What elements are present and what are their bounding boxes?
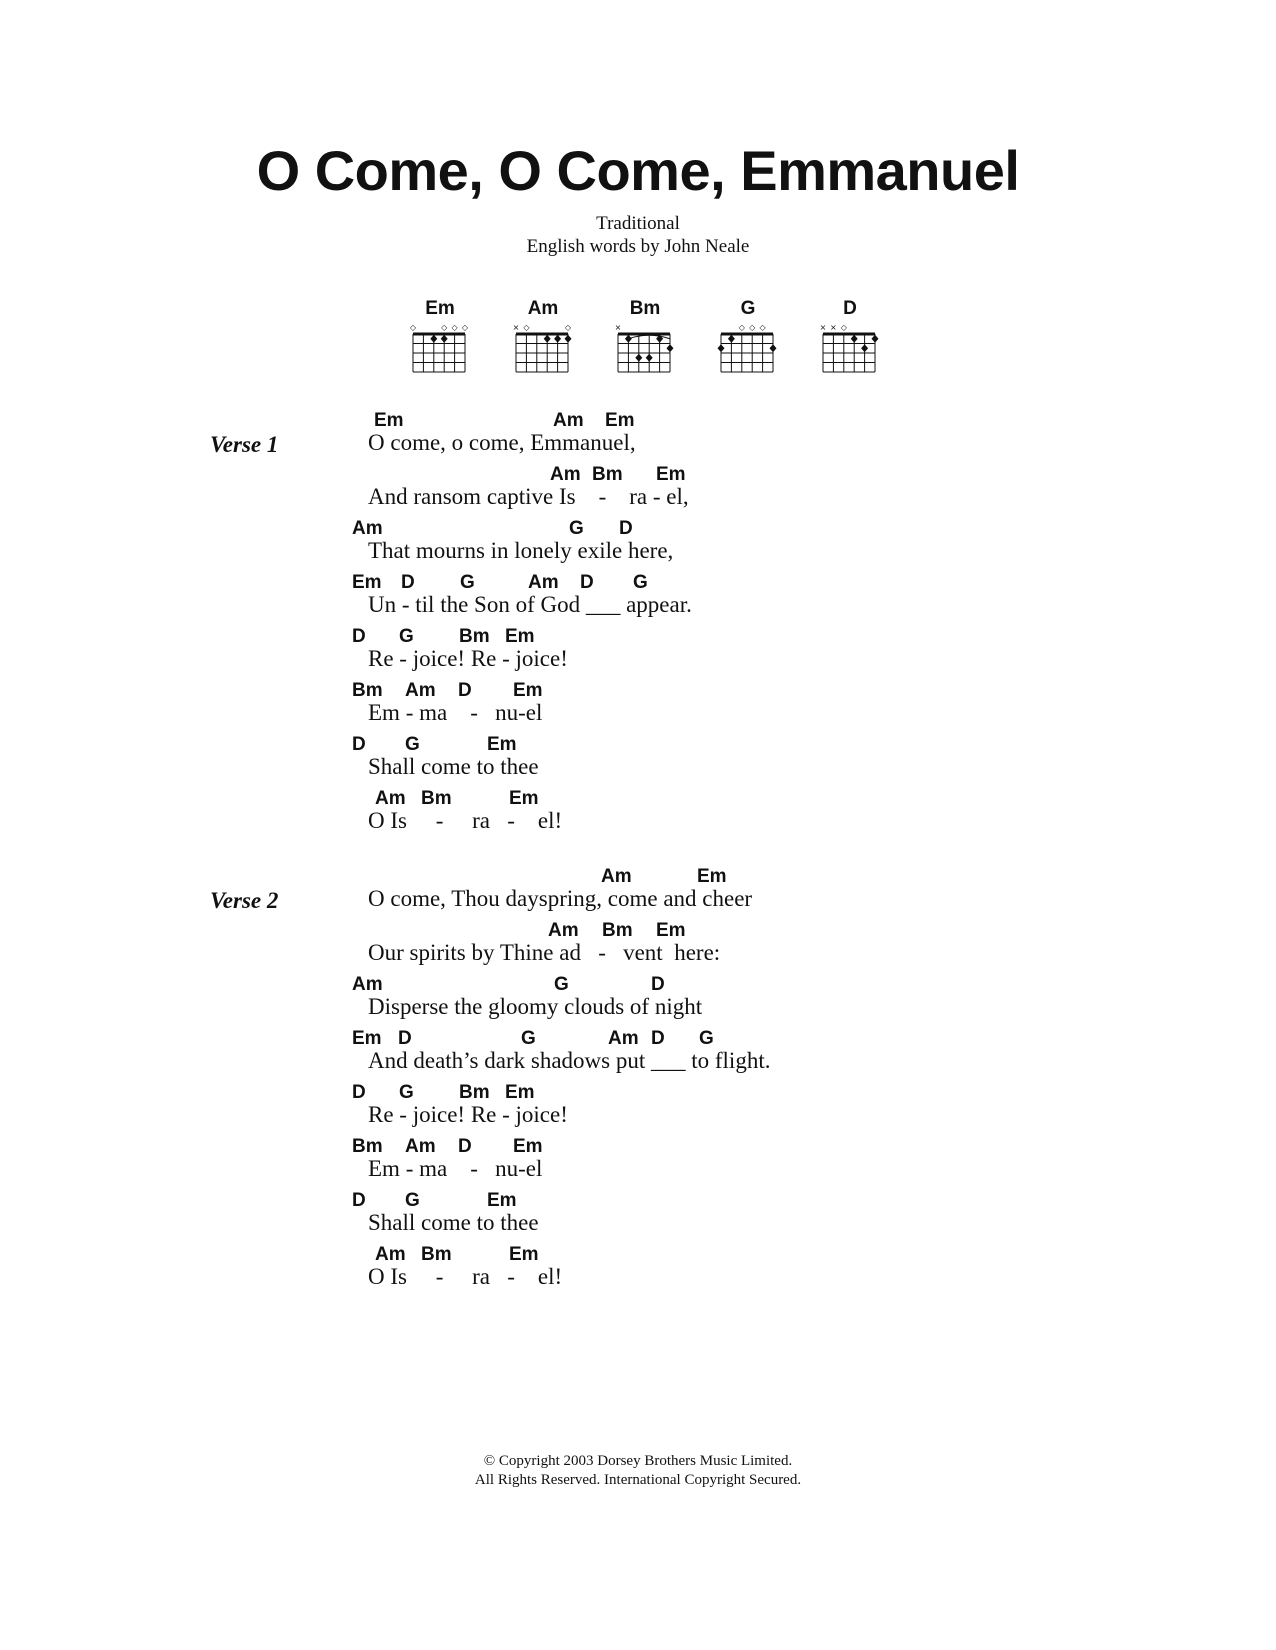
chord-symbol: Em xyxy=(374,410,404,431)
chord-symbol: D xyxy=(580,572,594,593)
chord-symbol: G xyxy=(633,572,648,593)
chord-row xyxy=(352,1190,1068,1211)
chord-symbol: Em xyxy=(656,464,686,485)
chord-symbol: Bm xyxy=(592,464,623,485)
finger-dot xyxy=(718,344,725,352)
chord-symbol: Em xyxy=(513,680,543,701)
chord-symbol: G xyxy=(699,1028,714,1049)
finger-dot xyxy=(861,344,868,352)
muted-string-marker: × xyxy=(512,323,520,332)
finger-dot xyxy=(770,344,777,352)
fretboard-grid xyxy=(503,320,583,380)
chord-row xyxy=(352,734,1068,755)
chord-symbol: G xyxy=(405,734,420,755)
finger-dot xyxy=(565,335,572,343)
composer-credit: Traditional xyxy=(596,213,680,234)
lyric-line xyxy=(352,1028,1068,1080)
chord-symbol: D xyxy=(352,1190,366,1211)
chord-symbol: G xyxy=(569,518,584,539)
lyric-text: And ransom captive Is - ra - el, xyxy=(368,484,689,509)
chord-diagram-name: Em xyxy=(425,298,455,319)
chord-symbol: Em xyxy=(513,1136,543,1157)
lyric-text: And death’s dark shadows put ___ to flight. xyxy=(368,1048,771,1073)
lyric-line xyxy=(368,920,1068,972)
finger-dot xyxy=(430,335,437,343)
lyric-line xyxy=(352,974,1068,1026)
lyric-text: Shall come to thee xyxy=(368,1210,539,1235)
chord-row xyxy=(352,1082,1068,1103)
chord-symbol: Bm xyxy=(421,1244,452,1265)
chord-symbol: D xyxy=(458,680,472,701)
chord-symbol: Em xyxy=(352,572,382,593)
lyric-text: Em - ma - nu-el xyxy=(368,700,543,725)
chord-diagram-name: Bm xyxy=(629,298,661,319)
chord-diagram-em xyxy=(400,298,480,378)
open-string-marker: ◇ xyxy=(441,323,448,332)
chord-row xyxy=(368,788,1068,808)
lyric-line xyxy=(352,1136,1068,1188)
lyric-line xyxy=(352,1190,1068,1242)
finger-dot xyxy=(646,354,653,362)
open-string-marker: ◇ xyxy=(759,323,766,332)
lyric-line xyxy=(352,1082,1068,1134)
chord-symbol: D xyxy=(458,1136,472,1157)
chord-symbol: Bm xyxy=(421,788,452,809)
chord-symbol: Am xyxy=(548,920,579,941)
chord-symbol: D xyxy=(352,1082,366,1103)
muted-string-marker: × xyxy=(830,323,837,332)
lyric-text: Re - joice! Re - joice! xyxy=(368,646,568,671)
chord-symbol: Bm xyxy=(602,920,633,941)
chord-row xyxy=(352,626,1068,647)
fretboard-grid xyxy=(810,320,890,380)
lyric-line xyxy=(368,410,1068,462)
chord-symbol: Em xyxy=(656,920,686,941)
chord-symbol: D xyxy=(401,572,415,593)
open-string-marker: ◇ xyxy=(523,323,530,332)
chord-symbol: Am xyxy=(601,866,632,887)
chord-symbol: G xyxy=(405,1190,420,1211)
lyric-line xyxy=(352,680,1068,732)
finger-dot xyxy=(851,335,858,343)
lyric-text: Em - ma - nu-el xyxy=(368,1156,543,1181)
chord-row xyxy=(352,572,1068,593)
lyric-line xyxy=(352,572,1068,624)
lyric-text: That mourns in lonely exile here, xyxy=(368,538,674,563)
lyric-text: Un - til the Son of God ___ appear. xyxy=(368,592,692,617)
finger-dot xyxy=(625,335,632,343)
open-string-marker: ◇ xyxy=(738,323,745,332)
chord-symbol: Bm xyxy=(459,1082,490,1103)
chord-symbol: G xyxy=(521,1028,536,1049)
chord-symbol: Bm xyxy=(352,1136,383,1157)
finger-dot xyxy=(554,335,561,343)
song-title: O Come, O Come, Emmanuel xyxy=(256,139,1020,202)
chord-symbol: Am xyxy=(352,518,383,539)
lyric-text: Disperse the gloomy clouds of night xyxy=(368,994,703,1019)
chord-row xyxy=(352,680,1068,701)
chord-row xyxy=(352,1136,1068,1157)
chord-symbol: G xyxy=(554,974,569,995)
open-string-marker: ◇ xyxy=(409,323,417,332)
chord-symbol: Am xyxy=(405,1136,436,1157)
open-string-marker: ◇ xyxy=(451,323,458,332)
chord-diagram-name: G xyxy=(740,298,756,319)
muted-string-marker: × xyxy=(614,323,622,332)
chord-row xyxy=(368,1244,1068,1264)
lyric-line xyxy=(352,518,1068,570)
chord-symbol: D xyxy=(352,626,366,647)
chord-symbol: Am xyxy=(553,410,584,431)
chord-symbol: Am xyxy=(528,572,559,593)
chord-symbol: Am xyxy=(550,464,581,485)
chord-symbol: Bm xyxy=(352,680,383,701)
chord-row xyxy=(368,410,1068,430)
chord-row xyxy=(352,518,1068,539)
copyright-line: © Copyright 2003 Dorsey Brothers Music Limited. xyxy=(483,1453,793,1469)
chord-symbol: Em xyxy=(605,410,635,431)
chord-symbol: G xyxy=(399,1082,414,1103)
open-string-marker: ◇ xyxy=(564,323,572,332)
finger-dot xyxy=(544,335,551,343)
chord-symbol: D xyxy=(651,974,665,995)
chord-symbol: Am xyxy=(608,1028,639,1049)
lyric-text: Our spirits by Thine ad - vent here: xyxy=(368,940,721,965)
finger-dot xyxy=(635,354,642,362)
lyric-text: O come, o come, Emmanuel, xyxy=(368,430,636,455)
chord-row xyxy=(352,974,1068,995)
chord-symbol: Em xyxy=(505,1082,535,1103)
chord-row xyxy=(368,920,1068,940)
chord-symbol: G xyxy=(399,626,414,647)
chord-diagram-am xyxy=(503,298,583,378)
chord-symbol: Em xyxy=(352,1028,382,1049)
song-credits xyxy=(0,212,1276,258)
muted-string-marker: × xyxy=(819,323,827,332)
lyric-line xyxy=(368,788,1068,840)
chord-row xyxy=(352,1028,1068,1049)
chord-symbol: Em xyxy=(697,866,727,887)
lyric-line xyxy=(352,626,1068,678)
chord-symbol: Am xyxy=(375,1244,406,1265)
chord-symbol: D xyxy=(398,1028,412,1049)
chord-diagram-g xyxy=(708,298,788,378)
lyric-text: O Is - ra - el! xyxy=(368,808,563,833)
chord-symbol: G xyxy=(460,572,475,593)
lyric-text: O Is - ra - el! xyxy=(368,1264,563,1289)
lyric-line xyxy=(368,866,1068,918)
chord-symbol: Em xyxy=(487,734,517,755)
open-string-marker: ◇ xyxy=(461,323,469,332)
chord-symbol: Em xyxy=(505,626,535,647)
chord-symbol: Am xyxy=(405,680,436,701)
chord-diagram-d xyxy=(810,298,890,378)
chord-symbol: Am xyxy=(352,974,383,995)
chord-diagram-name: D xyxy=(843,298,857,319)
chord-diagram-bm xyxy=(605,298,685,378)
chord-symbol: D xyxy=(651,1028,665,1049)
open-string-marker: ◇ xyxy=(840,323,847,332)
lyric-text: O come, Thou dayspring, come and cheer xyxy=(368,886,753,911)
chord-symbol: Em xyxy=(509,1244,539,1265)
chord-symbol: Am xyxy=(375,788,406,809)
finger-dot xyxy=(728,335,735,343)
rights-line: All Rights Reserved. International Copyright Secured. xyxy=(474,1472,802,1488)
lyric-line xyxy=(368,464,1068,516)
lyricist-credit: English words by John Neale xyxy=(526,236,750,257)
finger-dot xyxy=(872,335,879,343)
open-string-marker: ◇ xyxy=(749,323,756,332)
section-label: Verse 1 xyxy=(210,432,279,457)
section-label: Verse 2 xyxy=(210,888,279,913)
finger-dot xyxy=(441,335,448,343)
lyric-line xyxy=(368,1244,1068,1296)
fretboard-grid xyxy=(708,320,788,380)
chord-diagram-name: Am xyxy=(527,298,559,319)
copyright-footer xyxy=(0,1452,1276,1490)
lyric-text: Shall come to thee xyxy=(368,754,539,779)
lyric-text: Re - joice! Re - joice! xyxy=(368,1102,568,1127)
fretboard-grid xyxy=(605,320,685,380)
chord-symbol: Bm xyxy=(459,626,490,647)
chord-symbol: D xyxy=(619,518,633,539)
finger-dot xyxy=(667,344,674,352)
chord-row xyxy=(368,866,1068,886)
fretboard-grid xyxy=(400,320,480,380)
chord-row xyxy=(368,464,1068,484)
chord-symbol: D xyxy=(352,734,366,755)
chord-symbol: Em xyxy=(487,1190,517,1211)
lyric-line xyxy=(352,734,1068,786)
chord-diagrams xyxy=(0,298,1276,378)
chord-symbol: Em xyxy=(509,788,539,809)
